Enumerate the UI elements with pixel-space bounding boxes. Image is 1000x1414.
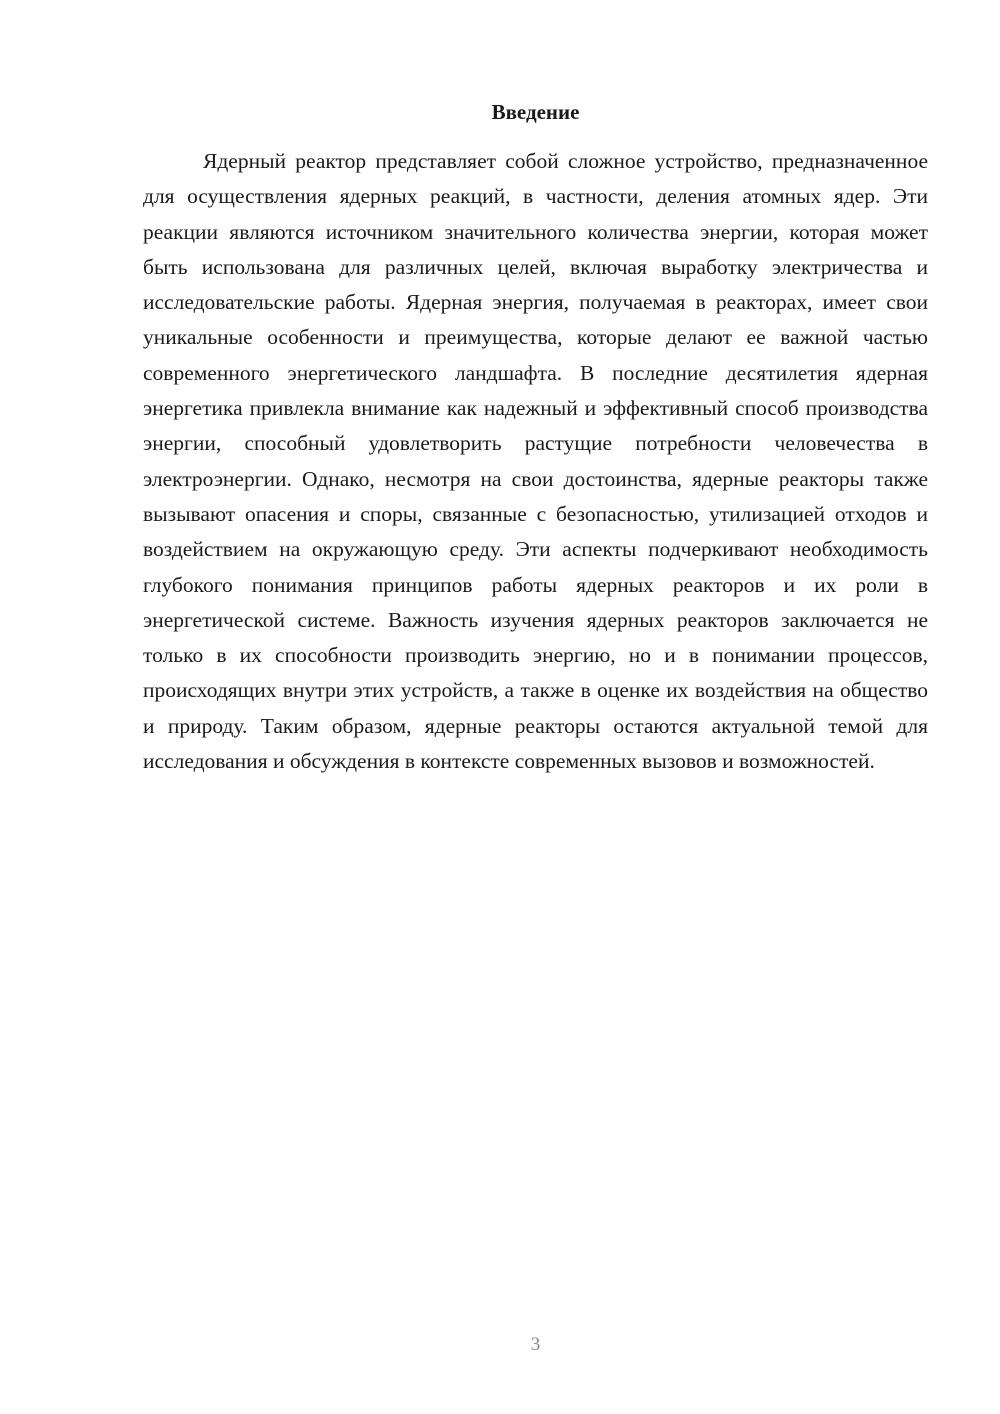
section-heading: Введение bbox=[491, 100, 580, 124]
body-paragraph: Ядерный реактор представляет собой сложное устройство, предназначенное для осуществления ядерных реакций, в частности, деления атомных ядер. Эти реакции являются источником значительного количества энергии, которая может быть использована для различных целей, включая выработку электричества и исследовательские работы. Ядерная энергия, получаемая в реакторах, имеет свои уникальные особенности и преимущества, которые делают ее важной частью современного энергетического ландшафта. В последние десятилетия ядерная энергетика привлекла внимание как надежный и эффективный способ производства энергии, способный удовлетворить растущие потребности человечества в электроэнергии. Однако, несмотря на свои достоинства, ядерные реакторы также вызывают опасения и споры, связанные с безопасностью, утилизацией отходов и воздействием на окружающую среду. Эти аспекты подчеркивают необходимость глубокого понимания принципов работы ядерных реакторов и их роли в энергетической системе. Важность изучения ядерных реакторов заключается не только в их способности производить энергию, но и в понимании процессов, происходящих внутри этих устройств, а также в оценке их воздействия на общество и природу. Таким образом, ядерные реакторы остаются актуальной темой для исследования и обсуждения в контексте современных вызовов и возможностей. bbox=[143, 149, 928, 774]
page-number: 3 bbox=[530, 1334, 541, 1355]
